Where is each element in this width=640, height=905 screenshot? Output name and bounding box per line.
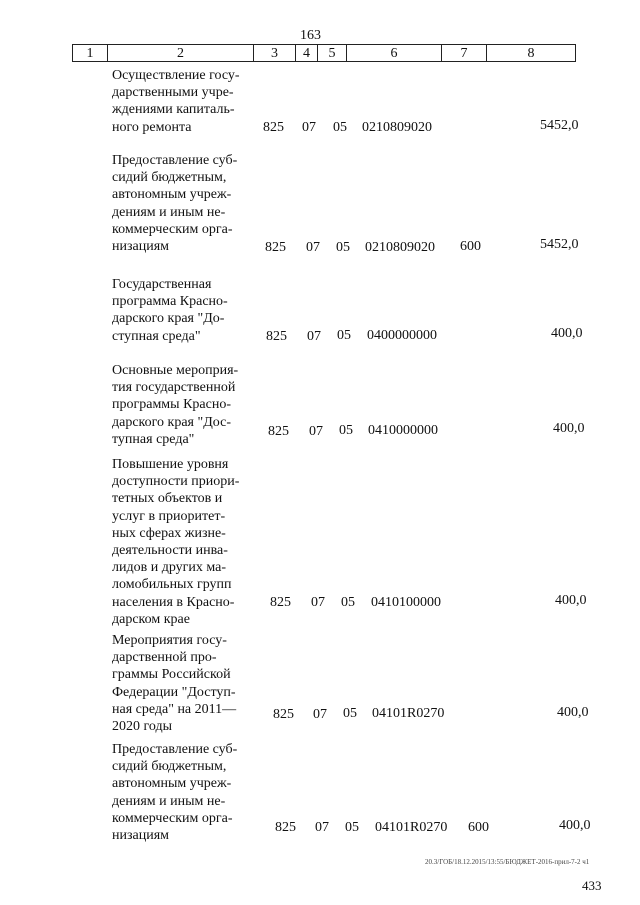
cell-target-code: 0210809020 xyxy=(365,240,435,255)
cell-target-code: 0400000000 xyxy=(367,328,437,343)
cell-amount: 400,0 xyxy=(555,593,587,608)
cell-ministry-code: 825 xyxy=(265,240,286,255)
cell-subsection: 05 xyxy=(339,423,353,438)
cell-amount: 400,0 xyxy=(553,421,585,436)
cell-amount: 400,0 xyxy=(551,326,583,341)
table-header xyxy=(72,44,576,62)
cell-target-code: 04101R0270 xyxy=(375,820,448,835)
cell-target-code: 04101R0270 xyxy=(372,706,445,721)
cell-ministry-code: 825 xyxy=(275,820,296,835)
cell-ministry-code: 825 xyxy=(270,595,291,610)
row-description: Повышение уровня доступности приори- тетных объектов и услуг в приоритет- ных сферах жизне- деятельности инва- лидов и других ма- ломобильных групп населения в Красно- дарском крае xyxy=(112,457,240,627)
row-description: Предоставление суб- сидий бюджетным, автономным учреж- дениям и иным не- коммерческим орга- низациям xyxy=(112,153,238,255)
cell-section: 07 xyxy=(311,595,325,610)
cell-section: 07 xyxy=(306,240,320,255)
cell-subsection: 05 xyxy=(341,595,355,610)
row-description: Предоставление суб- сидий бюджетным, автономным учреж- дениям и иным не- коммерческим орга- низациям xyxy=(112,742,238,844)
cell-expense-type: 600 xyxy=(468,820,489,835)
cell-section: 07 xyxy=(315,820,329,835)
column-header-5: 5 xyxy=(317,44,347,62)
column-header-4: 4 xyxy=(295,44,318,62)
page-number: 163 xyxy=(300,28,321,43)
cell-section: 07 xyxy=(309,424,323,439)
cell-subsection: 05 xyxy=(345,820,359,835)
cell-target-code: 0210809020 xyxy=(362,120,432,135)
cell-ministry-code: 825 xyxy=(268,424,289,439)
column-header-6: 6 xyxy=(346,44,442,62)
cell-subsection: 05 xyxy=(333,120,347,135)
cell-section: 07 xyxy=(302,120,316,135)
cell-target-code: 0410000000 xyxy=(368,423,438,438)
row-description: Основные мероприя- тия государственной программы Красно- дарского края "Дос- тупная среда" xyxy=(112,363,239,447)
column-header-7: 7 xyxy=(441,44,487,62)
cell-amount: 5452,0 xyxy=(540,118,579,133)
cell-amount: 5452,0 xyxy=(540,237,579,252)
cell-ministry-code: 825 xyxy=(273,707,294,722)
footer-document-code: 20.3/ГОБ/18.12.2015/13:55/БЮДЖЕТ-2016-прил-7-2 ч1 xyxy=(425,858,590,866)
cell-section: 07 xyxy=(307,329,321,344)
cell-ministry-code: 825 xyxy=(266,329,287,344)
cell-subsection: 05 xyxy=(336,240,350,255)
cell-ministry-code: 825 xyxy=(263,120,284,135)
footer-sheet-number: 433 xyxy=(582,878,602,893)
cell-amount: 400,0 xyxy=(559,818,591,833)
column-header-2: 2 xyxy=(107,44,254,62)
column-header-8: 8 xyxy=(486,44,576,62)
cell-subsection: 05 xyxy=(343,706,357,721)
cell-target-code: 0410100000 xyxy=(371,595,441,610)
cell-amount: 400,0 xyxy=(557,705,589,720)
cell-subsection: 05 xyxy=(337,328,351,343)
cell-section: 07 xyxy=(313,707,327,722)
row-description: Государственная программа Красно- дарского края "До- ступная среда" xyxy=(112,277,228,344)
row-description: Осуществление госу- дарственными учре- ждениями капиталь- ного ремонта xyxy=(112,68,240,135)
row-description: Мероприятия госу- дарственной про- граммы Российской Федерации "Доступ- ная среда" на 2011— 2020 годы xyxy=(112,633,237,735)
column-header-3: 3 xyxy=(253,44,296,62)
cell-expense-type: 600 xyxy=(460,239,481,254)
column-header-1: 1 xyxy=(72,44,108,62)
